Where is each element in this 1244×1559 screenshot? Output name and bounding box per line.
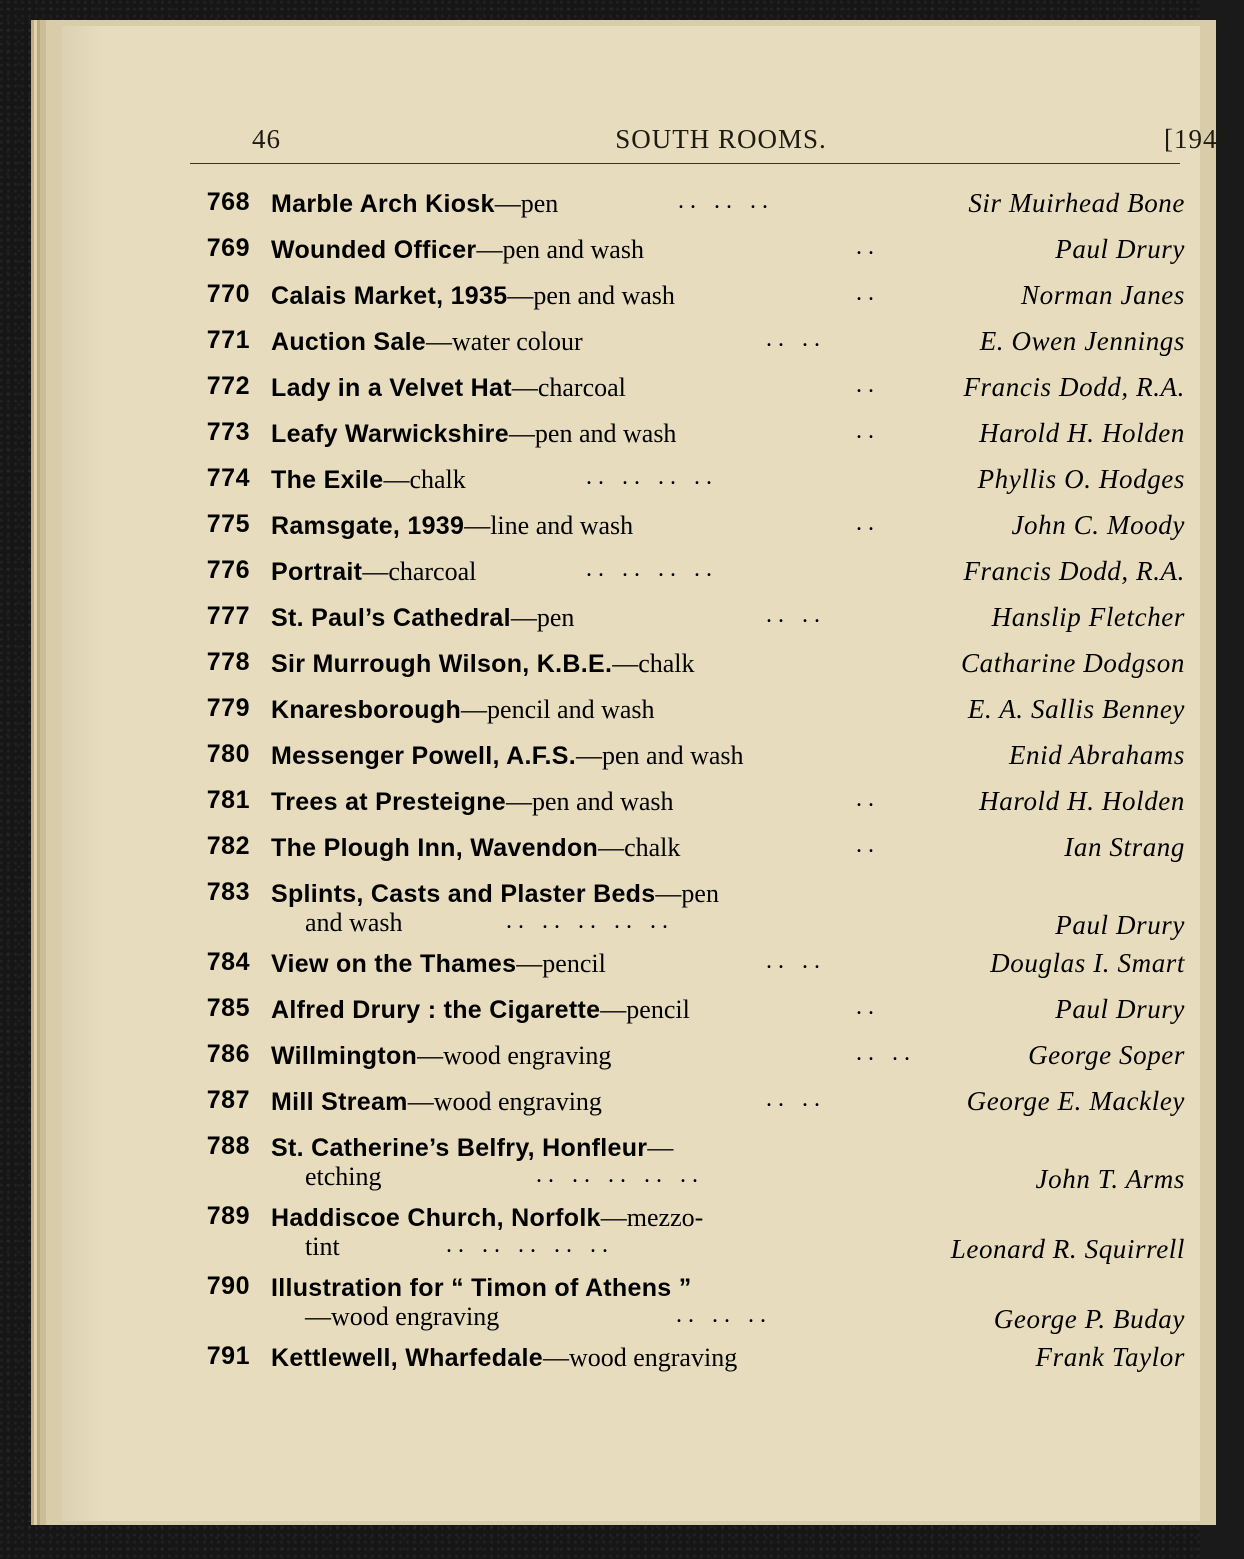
entry-description: [271, 234, 831, 265]
entry-number: 772: [206, 372, 250, 400]
entry-medium: —pen and wash: [575, 741, 744, 770]
entry-medium: —pen: [655, 879, 719, 908]
dot-leaders: .. ..: [766, 1086, 826, 1112]
dot-leaders: .. ..: [766, 602, 826, 628]
entry-artist: Hanslip Fletcher: [991, 602, 1185, 632]
entry-title: Ramsgate, 1939: [271, 512, 465, 540]
catalogue-entry: [180, 740, 1185, 786]
entry-description: [271, 418, 831, 449]
entry-number: 786: [206, 1040, 250, 1068]
entry-artist: Douglas I. Smart: [990, 948, 1185, 978]
entry-medium: —wood engraving: [417, 1041, 612, 1070]
dot-leaders: ..: [856, 418, 880, 444]
entry-artist: Norman Janes: [1021, 280, 1185, 310]
entry-artist: Harold H. Holden: [979, 786, 1185, 816]
entry-number: 771: [206, 326, 250, 354]
catalogue-entry: [180, 372, 1185, 418]
entry-title: Calais Market, 1935: [271, 282, 508, 310]
entry-number: 785: [206, 994, 250, 1022]
entry-title: Auction Sale: [271, 328, 427, 356]
entry-medium: —pen and wash: [506, 787, 674, 816]
catalogue-entry: [180, 326, 1185, 372]
dot-leaders: ..: [856, 832, 880, 858]
entry-artist: Francis Dodd, R.A.: [963, 556, 1185, 586]
entry-description: [271, 280, 831, 311]
entry-artist: George E. Mackley: [966, 1086, 1185, 1116]
entry-artist: John C. Moody: [1011, 510, 1185, 540]
entry-title: St. Catherine’s Belfry, Honfleur: [271, 1134, 648, 1162]
dot-leaders: .. .. .. .. ..: [506, 908, 674, 934]
dot-leaders: ..: [856, 280, 880, 306]
entry-medium: —chalk: [612, 649, 695, 678]
entry-medium: —mezzo-: [600, 1203, 704, 1232]
entry-number: 779: [206, 694, 250, 722]
dot-leaders: ..: [856, 372, 880, 398]
catalogue-entry: [180, 1086, 1185, 1132]
entry-description: [271, 740, 831, 771]
catalogue-entry: [180, 1040, 1185, 1086]
entry-artist: George Soper: [1028, 1040, 1185, 1070]
entry-title: The Plough Inn, Wavendon: [271, 834, 599, 862]
entry-title: View on the Thames: [271, 950, 517, 978]
catalogue-entry: [180, 280, 1185, 326]
dot-leaders: .. .. .. ..: [586, 464, 718, 490]
entry-number: 778: [206, 648, 250, 676]
dot-leaders: .. .. ..: [676, 1302, 772, 1328]
entry-description: [271, 464, 831, 495]
entry-artist: George P. Buday: [993, 1304, 1185, 1334]
entry-artist: E. A. Sallis Benney: [967, 694, 1185, 724]
dot-leaders: .. .. ..: [678, 188, 774, 214]
entry-medium-continuation: tint: [305, 1232, 340, 1261]
entry-artist: Sir Muirhead Bone: [968, 188, 1185, 218]
entry-title: Wounded Officer: [271, 236, 477, 264]
entry-title: Illustration for “ Timon of Athens ”: [271, 1274, 692, 1302]
entry-description: [271, 1342, 831, 1373]
entry-medium: —chalk: [598, 833, 681, 862]
entry-medium: —pen: [510, 603, 575, 632]
dot-leaders: ..: [856, 786, 880, 812]
catalogue-entry: [180, 556, 1185, 602]
entry-medium: —pen and wash: [507, 281, 675, 310]
dot-leaders: .. ..: [856, 1040, 916, 1066]
entry-medium: —pencil: [600, 995, 690, 1024]
entry-artist: Paul Drury: [1055, 234, 1185, 264]
entry-artist: John T. Arms: [1035, 1164, 1185, 1194]
entry-title: Marble Arch Kiosk: [271, 190, 495, 218]
entry-medium: —pen: [494, 189, 559, 218]
entry-medium: —: [647, 1133, 674, 1162]
entry-title: Lady in a Velvet Hat: [271, 374, 512, 402]
entry-medium-continuation: etching: [305, 1162, 382, 1191]
dot-leaders: .. .. .. .. ..: [536, 1162, 704, 1188]
entry-number: 773: [206, 418, 250, 446]
entry-description: [271, 1272, 831, 1303]
entry-number: 781: [206, 786, 250, 814]
catalogue-entry: [180, 994, 1185, 1040]
entry-number: 789: [206, 1202, 250, 1230]
entry-description: [271, 1202, 831, 1233]
catalogue-entry: [180, 878, 1185, 948]
entry-medium: —charcoal: [511, 373, 626, 402]
entry-medium: —pen and wash: [476, 235, 644, 264]
entry-artist: Francis Dodd, R.A.: [963, 372, 1185, 402]
catalogue-entry: [180, 948, 1185, 994]
catalogue-entry: [180, 1272, 1185, 1342]
entry-description: [271, 326, 831, 357]
dot-leaders: .. .. .. .. ..: [446, 1232, 614, 1258]
entry-description: [271, 372, 831, 403]
entry-number: 769: [206, 234, 250, 262]
entry-medium-continuation: and wash: [305, 908, 403, 937]
entry-medium: —pen and wash: [508, 419, 677, 448]
entry-title: St. Paul’s Cathedral: [271, 604, 511, 632]
catalogue-entry: [180, 832, 1185, 878]
entry-medium: —pencil: [516, 949, 606, 978]
catalogue-entry: [180, 1342, 1185, 1388]
entry-title: Trees at Presteigne: [271, 788, 506, 816]
catalogue-entry: [180, 188, 1185, 234]
dot-leaders: ..: [856, 994, 880, 1020]
dot-leaders: .. ..: [766, 948, 826, 974]
entry-description: [271, 832, 831, 863]
entry-artist: Paul Drury: [1055, 910, 1185, 940]
entry-title: Mill Stream: [271, 1088, 408, 1116]
catalogue-entry: [180, 234, 1185, 280]
entry-medium-continuation: —wood engraving: [305, 1302, 500, 1331]
entry-medium: —wood engraving: [542, 1343, 738, 1372]
catalogue-entry: [180, 694, 1185, 740]
catalogue-entry: [180, 1132, 1185, 1202]
entry-title: Sir Murrough Wilson, K.B.E.: [271, 650, 613, 678]
catalogue-entry: [180, 418, 1185, 464]
entry-description: [271, 1086, 831, 1117]
entry-number: 768: [206, 188, 250, 216]
entry-artist: E. Owen Jennings: [979, 326, 1185, 356]
entry-description: [271, 556, 831, 587]
catalogue-entry: [180, 1202, 1185, 1272]
entry-artist: Enid Abrahams: [1008, 740, 1185, 770]
entry-number: 788: [206, 1132, 250, 1160]
entry-description: [271, 948, 831, 979]
entry-title: Kettlewell, Wharfedale: [271, 1344, 543, 1372]
entry-number: 784: [206, 948, 250, 976]
entry-title: Messenger Powell, A.F.S.: [271, 742, 576, 770]
entry-title: Willmington: [271, 1042, 418, 1070]
entry-title: The Exile: [271, 466, 384, 494]
catalogue-list: [180, 188, 1185, 1388]
year-label: [1941: [1164, 124, 1232, 154]
running-head: [252, 124, 1244, 172]
entry-title: Portrait: [271, 558, 363, 586]
entry-description: [271, 602, 831, 633]
entry-medium: —pencil and wash: [461, 695, 655, 724]
entry-artist: Catharine Dodgson: [961, 648, 1185, 678]
entry-description: [271, 994, 831, 1025]
dot-leaders: ..: [856, 234, 880, 260]
entry-title: Knaresborough: [271, 696, 462, 724]
catalogue-entry: [180, 510, 1185, 556]
entry-number: 777: [206, 602, 250, 630]
catalogue-entry: [180, 648, 1185, 694]
entry-description: [271, 786, 831, 817]
entry-artist: Frank Taylor: [1035, 1342, 1185, 1372]
entry-number: 770: [206, 280, 250, 308]
entry-number: 775: [206, 510, 250, 538]
entry-description: [271, 648, 831, 679]
catalogue-entry: [180, 464, 1185, 510]
catalogue-entry: [180, 602, 1185, 648]
entry-number: 782: [206, 832, 250, 860]
entry-medium: —wood engraving: [407, 1087, 602, 1116]
dot-leaders: ..: [856, 510, 880, 536]
catalogue-entry: [180, 786, 1185, 832]
entry-medium: —water colour: [426, 327, 583, 356]
entry-description: [271, 510, 831, 541]
entry-number: 787: [206, 1086, 250, 1114]
entry-description: [271, 1132, 831, 1163]
entry-number: 791: [206, 1342, 250, 1370]
entry-medium: —line and wash: [464, 511, 634, 540]
entry-title: Splints, Casts and Plaster Beds: [271, 880, 656, 908]
entry-number: 780: [206, 740, 250, 768]
entry-number: 774: [206, 464, 250, 492]
entry-medium: —charcoal: [362, 557, 477, 586]
section-title: SOUTH ROOMS.: [615, 124, 827, 154]
dot-leaders: .. .. .. ..: [586, 556, 718, 582]
entry-artist: Phyllis O. Hodges: [977, 464, 1185, 494]
entry-artist: Leonard R. Squirrell: [950, 1234, 1185, 1264]
entry-description: [271, 1040, 831, 1071]
entry-artist: Paul Drury: [1055, 994, 1185, 1024]
entry-number: 783: [206, 878, 250, 906]
entry-medium: —chalk: [383, 465, 466, 494]
entry-description: [271, 878, 831, 909]
entry-artist: Ian Strang: [1064, 832, 1185, 862]
entry-number: 790: [206, 1272, 250, 1300]
page-number: 46: [252, 124, 281, 154]
entry-number: 776: [206, 556, 250, 584]
entry-title: Leafy Warwickshire: [271, 420, 509, 448]
entry-title: Haddiscoe Church, Norfolk: [271, 1204, 601, 1232]
header-rule: [190, 163, 1180, 164]
entry-artist: Harold H. Holden: [979, 418, 1185, 448]
dot-leaders: .. ..: [766, 326, 826, 352]
entry-description: [271, 694, 831, 725]
entry-title: Alfred Drury : the Cigarette: [271, 996, 601, 1024]
